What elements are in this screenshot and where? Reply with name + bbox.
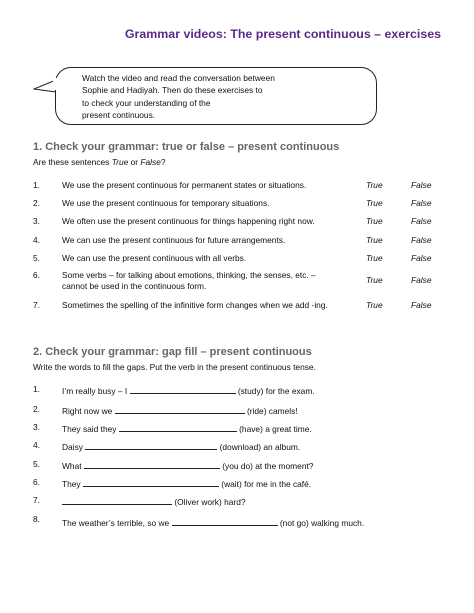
- sentence-end: (Oliver work) hard?: [174, 497, 246, 507]
- item-number: 6.: [33, 477, 40, 487]
- sentence-start: The weather’s terrible, so we: [62, 518, 170, 528]
- item-number: 7.: [33, 300, 40, 310]
- item-sentence: [62, 495, 392, 508]
- gap-blank[interactable]: [130, 384, 236, 394]
- item-number: 4.: [33, 440, 40, 450]
- item-sentence: [62, 440, 392, 453]
- true-option[interactable]: True: [366, 235, 383, 245]
- intro-line: present continuous.: [82, 109, 156, 120]
- section2-instruction: Write the words to fill the gaps. Put the verb in the present continuous tense.: [33, 362, 316, 372]
- item-sentence: [62, 459, 392, 472]
- true-option[interactable]: True: [366, 216, 383, 226]
- item-statement: We use the present continuous for temporary situations.: [62, 198, 270, 208]
- gap-blank[interactable]: [119, 422, 237, 432]
- item-number: 5.: [33, 459, 40, 469]
- sentence-start: Right now we: [62, 406, 113, 416]
- item-number: 7.: [33, 495, 40, 505]
- item-number: 1.: [33, 180, 40, 190]
- sentence-start: They: [62, 479, 81, 489]
- intro-line: Sophie and Hadiyah. Then do these exercises to: [82, 85, 263, 96]
- section2-heading: 2. Check your grammar: gap fill – present continuous: [33, 346, 312, 358]
- sentence-end: (not go) walking much.: [279, 518, 365, 528]
- intro-text: [82, 72, 275, 121]
- true-option[interactable]: True: [366, 275, 383, 285]
- intro-line: to check your understanding of the: [82, 97, 211, 108]
- speech-bubble-tail-cover: [53, 78, 59, 90]
- question-text: or: [128, 157, 141, 167]
- section1-question: [33, 157, 166, 167]
- page-title: Grammar videos: The present continuous – exercises: [124, 27, 441, 41]
- item-number: 2.: [33, 404, 40, 414]
- sentence-start: What: [62, 461, 82, 471]
- sentence-start: I’m really busy – I: [62, 386, 128, 396]
- sentence-end: (wait) for me in the café.: [221, 479, 312, 489]
- true-option[interactable]: True: [366, 253, 383, 263]
- question-true: True: [111, 157, 129, 167]
- item-statement: Sometimes the spelling of the infinitive form changes when we add -ing.: [62, 300, 328, 310]
- sentence-end: (you do) at the moment?: [222, 461, 314, 471]
- item-number: 3.: [33, 216, 40, 226]
- gap-blank[interactable]: [172, 516, 278, 526]
- gap-blank[interactable]: [115, 404, 245, 414]
- item-number: 5.: [33, 253, 40, 263]
- item-statement: We can use the present continuous for future arrangements.: [62, 235, 286, 245]
- item-statement: We often use the present continuous for things happening right now.: [62, 216, 315, 226]
- gap-blank[interactable]: [85, 440, 217, 450]
- false-option[interactable]: False: [411, 198, 432, 208]
- intro-line: Watch the video and read the conversation between: [82, 73, 275, 83]
- item-statement: We use the present continuous for permanent states or situations.: [62, 180, 307, 190]
- item-sentence: [62, 384, 392, 397]
- tf-item: [33, 270, 454, 294]
- true-option[interactable]: True: [366, 180, 383, 190]
- false-option[interactable]: False: [411, 300, 432, 310]
- gap-blank[interactable]: [62, 495, 172, 505]
- false-option[interactable]: False: [411, 253, 432, 263]
- item-statement: We can use the present continuous with all verbs.: [62, 253, 247, 263]
- item-sentence: [62, 516, 402, 529]
- true-option[interactable]: True: [366, 198, 383, 208]
- gap-blank[interactable]: [83, 477, 219, 487]
- sentence-end: (download) an album.: [219, 442, 301, 452]
- question-text: ?: [160, 157, 166, 167]
- question-text: Are these sentences: [33, 157, 112, 167]
- sentence-end: (study) for the exam.: [237, 386, 315, 396]
- item-statement: Some verbs – for talking about emotions, thinking, the senses, etc. – cannot be used in the continuous form.: [62, 270, 316, 291]
- question-false: False: [140, 157, 161, 167]
- false-option[interactable]: False: [411, 275, 432, 285]
- gap-blank[interactable]: [84, 459, 220, 469]
- section1-heading: 1. Check your grammar: true or false – present continuous: [33, 141, 340, 153]
- item-sentence: [62, 404, 392, 417]
- false-option[interactable]: False: [411, 180, 432, 190]
- item-number: 6.: [33, 270, 40, 280]
- item-number: 2.: [33, 198, 40, 208]
- false-option[interactable]: False: [411, 235, 432, 245]
- sentence-start: They said they: [62, 424, 117, 434]
- item-sentence: [62, 477, 392, 490]
- item-number: 1.: [33, 384, 40, 394]
- item-number: 8.: [33, 514, 40, 524]
- item-sentence: [62, 422, 392, 435]
- item-number: 4.: [33, 235, 40, 245]
- sentence-start: Daisy: [62, 442, 83, 452]
- item-number: 3.: [33, 422, 40, 432]
- false-option[interactable]: False: [411, 216, 432, 226]
- sentence-end: (have) a great time.: [239, 424, 312, 434]
- true-option[interactable]: True: [366, 300, 383, 310]
- sentence-end: (ride) camels!: [246, 406, 298, 416]
